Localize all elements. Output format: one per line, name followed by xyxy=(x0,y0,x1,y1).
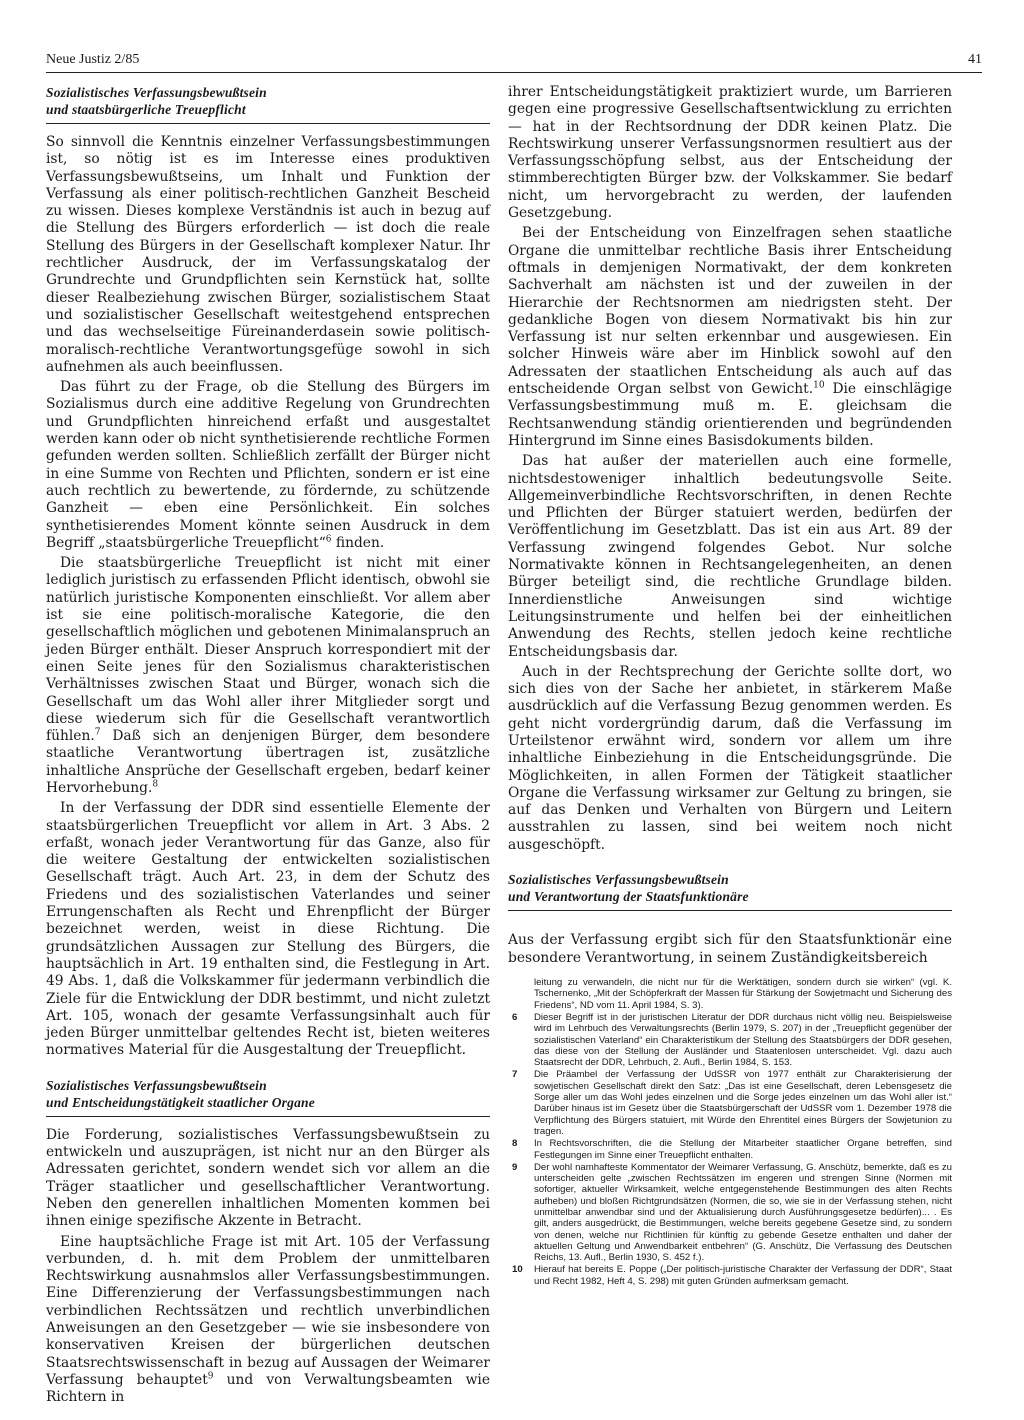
left-column xyxy=(46,84,490,1409)
paragraph: In der Verfassung der DDR sind essentielle Elemente der staatsbürgerlichen Treuepflicht vor allem in Art. 3 Abs. 2 erfaßt, wonach jeder Verantwortung für das Ganze, also für die weitere Gestaltung der entwickelten sozialistischen Gesellschaft trägt. Auch Art. 23, in dem der Schutz des Friedens und des sozialistischen Vaterlandes und seiner Errungenschaften als Recht und Ehrenpflicht der Bürger bezeichnet werden, weist in diese Richtung. Die grundsätzlichen Aussagen zur Stellung des Bürgers, die hauptsächlich in Art. 19 enthalten sind, die Festlegung in Art. 49 Abs. 1, daß die Volkskammer für jedermann verbindlich die Ziele für die Entwicklung der DDR bestimmt, und nicht zuletzt Art. 105, wonach der gesamte Verfassungsinhalt auch für jeden Bürger unmittelbar geltendes Recht ist, bieten weiteres normatives Material für die Ausgestaltung der Treuepflicht. xyxy=(46,800,490,1059)
section-1-body xyxy=(46,134,490,1060)
footnote-ref: 7 xyxy=(94,727,101,738)
paragraph: Das hat außer der materiellen auch eine formelle, nichtsdestoweniger inhaltlich bedeutungsvolle Seite. Allgemeinverbindliche Rechtsvorschriften, in denen Rechte und Pflichten der Bürger statuiert werden, bedürfen der Veröffentlichung im Gesetzblatt. Das ist ein aus Art. 89 der Verfassung zwingend folgendes Gebot. Nur solche Normativakte können in Rechtsangelegenheiten, an denen Bürger beteiligt sind, die rechtliche Grundlage bilden. Innerdienstliche Anweisungen sind wichtige Leitungsinstrumente und helfen bei der einheitlichen Anwendung des Rechts, stellen jedoch keine rechtliche Entscheidungsbasis dar. xyxy=(508,453,952,660)
section-heading-2: Sozialistisches Verfassungsbewußtsein und Entscheidungstätigkeit staatlicher Organe xyxy=(46,1077,490,1117)
footnotes xyxy=(508,977,952,1287)
page-number: 41 xyxy=(968,52,982,67)
paragraph: Auch in der Rechtsprechung der Gerichte sollte dort, wo sich dies von der Sache her anbietet, in stärkerem Maße ausdrücklich auf die Verfassung Bezug genommen werden. Es geht nicht vordergründig darum, daß die Verfassung im Urteilstenor erwähnt wird, sondern vor allem um ihre inhaltliche Einbeziehung in die Entscheidungsgründe. Die Möglichkeiten, in allen Formen der Tätigkeit staatlicher Organe die Verfassung wirksamer zur Geltung zu bringen, sie auf das Denken und Verhalten von Bürgern und Leitern ausstrahlen zu lassen, sind bei weitem noch nicht ausgeschöpft. xyxy=(508,663,952,853)
section-2-body xyxy=(46,1127,490,1407)
footnote: 7 Die Präambel der Verfassung der UdSSR von 1977 enthält zur Charakterisierung der sowjetischen Gesellschaft direkt den Satz: „Das ist eine Gesellschaft, deren Lebensgesetz die Sorge aller um das Wohl jedes einzelnen und die Sorge jedes einzelnen um das Wohl aller ist.“ Darüber hinaus ist im Gesetz über die Staatsbürgerschaft der UdSSR vom 1. Dezember 1978 die Verpflichtung des Bürgers statuiert, mit Würde den Ehrentitel eines Bürgers der Sowjetunion zu tragen. xyxy=(512,1069,952,1137)
section-3-lead xyxy=(508,931,952,967)
footnote-ref: 8 xyxy=(152,779,159,790)
paragraph: Die Forderung, sozialistisches Verfassungsbewußtsein zu entwickeln und auszuprägen, ist nicht nur an den Bürger als Adressaten gerichtet, sondern wendet sich vor allem an die Träger staatlicher und gesellschaftlicher Verantwortung. Neben den generellen inhaltlichen Momenten kommen bei ihnen einige spezifische Akzente in Betracht. xyxy=(46,1126,490,1230)
section-2-continued xyxy=(508,84,952,854)
footnote: 6 Dieser Begriff ist in der juristischen Literatur der DDR durchaus nicht völlig neu. Beispielsweise wird im Lehrbuch des Verwaltungsrechts (Berlin 1979, S. 207) in der „Treuepflicht gegenüber der sozialistischen Vaterland“ ein Charakteristikum der Stellung des Staatsbürgers der DDR gesehen, das diese von der Stellung der Ausländer und Staatenlosen unterscheidet. Vgl. dazu auch Staatsrecht der DDR, Lehrbuch, 2. Aufl., Berlin 1984, S. 153. xyxy=(512,1011,952,1069)
paragraph: Aus der Verfassung ergibt sich für den Staatsfunktionär eine besondere Verantwortung, in seinem Zuständigkeitsbereich xyxy=(508,932,952,967)
paragraph: Eine hauptsächliche Frage ist mit Art. 105 der Verfassung verbunden, d. h. mit dem Problem der unmittelbaren Rechtswirkung ausnahmslos aller Verfassungsbestimmungen. Eine Differenzierung der Verfassungsbestimmungen nach verbindlichen Rechtssätzen und rechtlich unverbindlichen Anweisungen an den Gesetzgeber — wie sie insbesondere von konservativen Kreisen der bürgerlichen deutschen Staatsrechtswissenschaft in bezug auf Aussagen der Weimarer Verfassung behauptet$^9$ und von Verwaltungsbeamten wie Richtern in xyxy=(46,1233,490,1406)
footnote: 9 Der wohl namhafteste Kommentator der Weimarer Verfassung, G. Anschütz, bemerkte, daß es zu unterscheiden gelte „zwischen Rechtssätzen im engeren und strengen Sinne (Normen mit sofortiger, aktueller Wirksamkeit, welche entgegenstehende Bestimmungen des alten Rechts aufheben) und bloßen Richtgrundsätzen (Normen, die so, wie sie in der Verfassung stehen, nicht unmittelbar anwendbar sind und der Aktualisierung durch Ausführungsgesetze bedürfen)... . Es gilt, anders ausgedrückt, die Bestimmungen, welche bereits gegebene Gesetze sind, zu sondern von denen, welche nur Richtlinien für künftig zu gebende Gesetze enthalten und daher der aktuellen Geltung und Anwendbarkeit entbehren“ (G. Anschütz, Die Verfassung des Deutschen Reichs, 13. Aufl., Berlin 1930, S. 452 f.). xyxy=(512,1161,952,1264)
footnote-ref: 10 xyxy=(813,380,825,391)
paragraph: ihrer Entscheidungstätigkeit praktiziert wurde, um Barrieren gegen eine progressive Gesellschaftsentwicklung zu errichten — hat in der Rechtsordnung der DDR keinen Platz. Die Rechtswirkung unserer Verfassungsnormen resultiert aus der Verfassungsschöpfung selbst, aus der Entscheidung der stimmberechtigten Bürger bzw. der Volkskammer. Sie bedarf nicht, um hervorgebracht zu werden, der laufenden Gesetzgebung. xyxy=(508,84,952,222)
paragraph: So sinnvoll die Kenntnis einzelner Verfassungsbestimmungen ist, so nötig ist es im Interesse eines produktiven Verfassungsbewußtseins, um Inhalt und Funktion der Verfassung als einer politisch-rechtlichen Ganzheit Bescheid zu wissen. Dieses komplexe Verständnis ist auch in bezug auf die Stellung des Bürgers erforderlich — ist doch die reale Stellung des Bürgers in der Gesellschaft komplexer Natur. Ihr rechtlicher Ausdruck, der im Verfassungskatalog der Grundrechte und Grundpflichten sein Kernstück hat, sollte dieser Realbeziehung zwischen Bürger, sozialistischem Staat und sozialistischer Gesellschaft weitestgehend entsprechen und das wechselseitige Füreinanderdasein sowie politisch-moralisch-rechtliche Verantwortungsgefüge sowohl in sich aufnehmen als auch beeinflussen. xyxy=(46,134,490,375)
paragraph: Das führt zu der Frage, ob die Stellung des Bürgers im Sozialismus durch eine additive Regelung von Grundrechten und Grundpflichten hinreichend erfaßt und ausgestaltet werden kann oder ob nicht synthetisierende rechtliche Formen gefunden werden sollten. Schließlich zerfällt der Bürger nicht in eine Summe von Rechten und Pflichten, sondern er ist eine auch rechtlich zu bewertende, zu fördernde, zu schützende Ganzheit — eben eine Persönlichkeit. Ein solches synthetisierendes Moment könnte seinen Ausdruck in dem Begriff „staatsbürgerliche Treuepflicht“$^6$ finden. xyxy=(46,379,490,551)
paragraph: Die staatsbürgerliche Treuepflicht ist nicht mit einer lediglich juristisch zu erfassenden Pflicht identisch, obwohl sie natürlich juristische Komponenten einschließt. Vor allem aber ist sie eine politisch-moralische Kategorie, die den gesellschaftlich möglichen und gebotenen Minimalanspruch an jeden Bürger enthält. Dieser Anspruch korrespondiert mit der einen Seite jenes für den Sozialismus charakteristischen Verhältnisses zwischen Staat und Bürger, wonach sich die Gesellschaft um das Wohl aller ihrer Mitglieder sorgt und diese wiederum sich für die Gesellschaft verantwortlich fühlen.$^7$ Daß sich an denjenigen Bürger, dem besondere staatliche Verantwortung übertragen ist, zusätzliche inhaltliche Ansprüche der Gesellschaft ergeben, bedarf keiner Hervorhebung.$^8$ xyxy=(46,555,490,796)
footnote-ref: 6 xyxy=(325,534,332,545)
section-heading-1: Sozialistisches Verfassungsbewußtsein und staatsbürgerliche Treuepflicht xyxy=(46,84,490,124)
section-heading-3: Sozialistisches Verfassungsbewußtsein und Verantwortung der Staatsfunktionäre xyxy=(508,871,952,911)
paragraph: Bei der Entscheidung von Einzelfragen sehen staatliche Organe die unmittelbar rechtliche Basis ihrer Entscheidung oftmals in demjenigen Normativakt, der dem konkreten Sachverhalt am nächsten ist und der zuweilen in der Hierarchie der Rechtsnormen am niedrigsten steht. Der gedankliche Bogen von diesem Normativakt bis hin zur Verfassung ist nur selten erkennbar und ausgewiesen. Ein solcher Hinweis wäre aber im Hinblick sowohl auf den Adressaten der staatlichen Entscheidung als auch auf das entscheidende Organ selbst von Gewicht.$^{10}$ Die einschlägige Verfassungsbestimmung muß m. E. gleichsam die Rechtsanwendung ständig orientierenden und begründenden Hintergrund im Sinne eines Basisdokuments bilden. xyxy=(508,225,952,449)
footnote: leitung zu verwandeln, die nicht nur für die Werktätigen, sondern durch sie wirken“ (vgl. K. Tschernenko, „Mit der Schöpferkraft der Massen für Stärkung der Sowjetmacht und Sicherung des Friedens“, ND vom 11. April 1984, S. 3). xyxy=(534,977,952,1011)
running-header xyxy=(46,52,982,73)
right-column xyxy=(508,84,952,1288)
journal-title: Neue Justiz 2/85 xyxy=(46,52,140,67)
footnote-ref: 9 xyxy=(207,1371,214,1382)
footnote: 8 In Rechtsvorschriften, die die Stellung der Mitarbeiter staatlicher Organe betreffen, sind Festlegungen im Sinne einer Treuepflicht enthalten. xyxy=(512,1138,952,1161)
footnote: 10 Hierauf hat bereits E. Poppe („Der politisch-juristische Charakter der Verfassung der DDR“, Staat und Recht 1982, Heft 4, S. 298) mit guten Gründen aufmerksam gemacht. xyxy=(512,1264,952,1287)
